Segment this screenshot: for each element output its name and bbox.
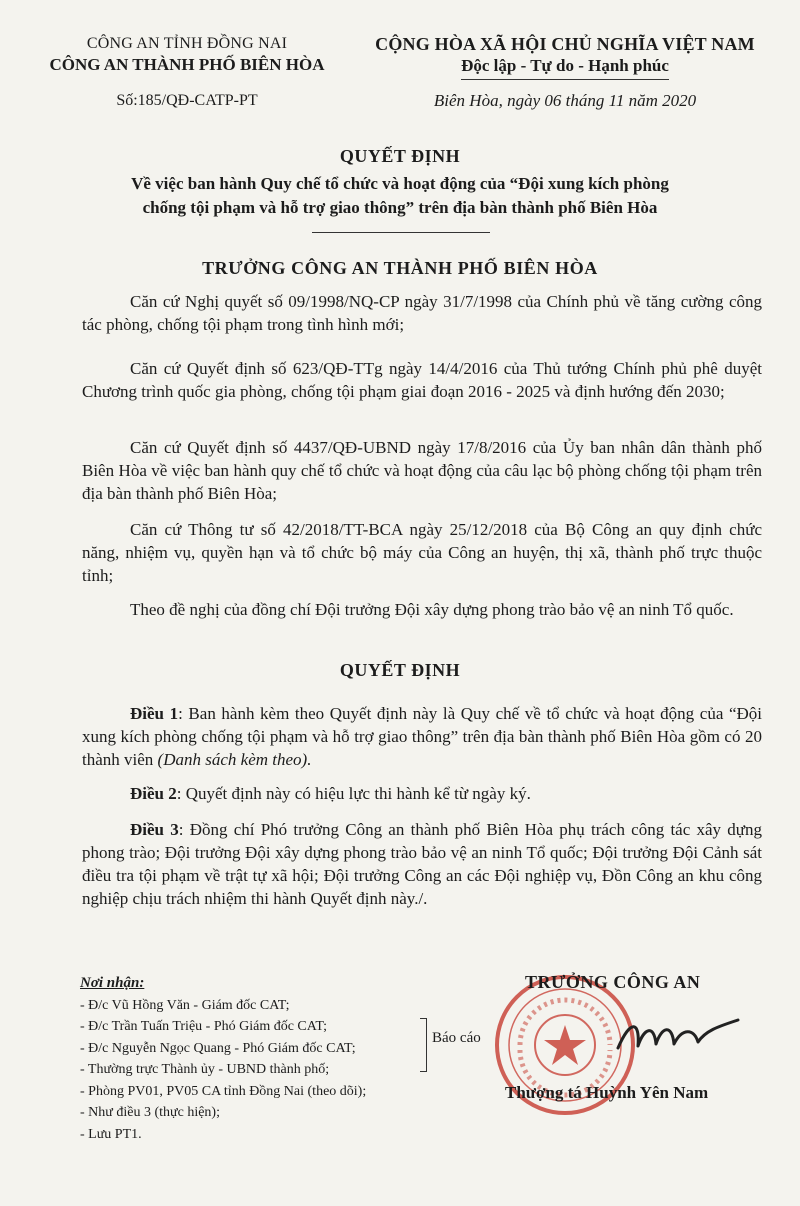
subject-underline — [312, 232, 490, 233]
signer-name: Thượng tá Huỳnh Yên Nam — [505, 1083, 709, 1102]
agency-header — [22, 34, 352, 112]
article-3-label: Điều 3 — [130, 820, 179, 839]
country-name: CỘNG HÒA XÃ HỘI CHỦ NGHĨA VIỆT NAM — [375, 34, 755, 54]
basis-paragraph-2: Căn cứ Quyết định số 623/QĐ-TTg ngày 14/4/2016 của Thủ tướng Chính phủ phê duyệt Chương trình quốc gia phòng, chống tội phạm giai đoạn 2016 - 2025 và định hướng đến 2030; — [82, 359, 762, 401]
basis-paragraph-3: Căn cứ Quyết định số 4437/QĐ-UBND ngày 17/8/2016 của Ủy ban nhân dân thành phố Biên Hòa về việc ban hành quy chế tổ chức và hoạt động của câu lạc bộ phòng chống tội phạm trên địa bàn thành phố Biên Hòa; — [82, 438, 762, 503]
agency-name: CÔNG AN THÀNH PHỐ BIÊN HÒA — [49, 55, 325, 74]
article-1 — [82, 702, 762, 771]
recipient-item: - Thường trực Thành ủy - UBND thành phố; — [80, 1062, 330, 1077]
issuer-heading: TRƯỞNG CÔNG AN THÀNH PHỐ BIÊN HÒA — [202, 258, 598, 278]
report-note: Báo cáo — [432, 1030, 481, 1046]
recipient-item: - Đ/c Nguyễn Ngọc Quang - Phó Giám đốc CAT; — [80, 1040, 356, 1056]
article-1-label: Điều 1 — [130, 704, 179, 723]
subject-line-1: Về việc ban hành Quy chế tổ chức và hoạt động của “Đội xung kích phòng — [131, 174, 669, 193]
recipient-item: - Đ/c Trần Tuấn Triệu - Phó Giám đốc CAT; — [80, 1019, 327, 1034]
document-number: Số:185/QĐ-CATP-PT — [116, 92, 258, 109]
article-1-attachment-note: (Danh sách kèm theo). — [157, 750, 312, 769]
recipient-item: - Đ/c Vũ Hồng Văn - Giám đốc CAT; — [80, 997, 290, 1013]
recipient-item: - Lưu PT1. — [80, 1126, 142, 1142]
recipient-item: - Phòng PV01, PV05 CA tỉnh Đồng Nai (theo dõi); — [80, 1083, 367, 1099]
article-3-text: : Đồng chí Phó trưởng Công an thành phố Biên Hòa phụ trách công tác xây dựng phong trào; Đội trưởng Đội xây dựng phong trào bảo vệ an ninh Tổ quốc; Đội trưởng Đội Cảnh sát điều tra tội phạm về trật tự xã hội; Đội trưởng Công an các Đội nghiệp vụ, Đồn Công an khu công nghiệp chịu trách nhiệm thi hành Quyết định này./. — [82, 820, 763, 908]
article-2-label: Điều 2 — [130, 784, 177, 803]
decision-heading: QUYẾT ĐỊNH — [339, 660, 461, 680]
basis-paragraph-1: Căn cứ Nghị quyết số 09/1998/NQ-CP ngày 31/7/1998 của Chính phủ về tăng cường công tác phòng, chống tội phạm trong tình hình mới; — [82, 292, 762, 334]
basis-paragraph-4: Căn cứ Thông tư số 42/2018/TT-BCA ngày 25/12/2018 của Bộ Công an quy định chức năng, nhiệm vụ, quyền hạn và tổ chức bộ máy của Công an huyện, thị xã, thành phố trực thuộc tỉnh; — [82, 520, 762, 585]
article-2-text: : Quyết định này có hiệu lực thi hành kể từ ngày ký. — [176, 784, 531, 803]
signature-title: TRƯỞNG CÔNG AN — [525, 972, 701, 992]
handwritten-signature — [610, 1010, 760, 1060]
document-subject — [60, 172, 740, 220]
agency-parent: CÔNG AN TỈNH ĐỒNG NAI — [86, 35, 288, 52]
article-1-text: : Ban hành kèm theo Quyết định này là Quy chế về tổ chức và hoạt động của “Đội xung kích phòng chống tội phạm và hỗ trợ giao thông” trên địa bàn thành phố Biên Hòa gồm có 20 thành viên — [82, 704, 763, 769]
recipients-brace — [420, 1018, 427, 1072]
recipients-heading: Nơi nhận: — [80, 975, 145, 991]
basis-paragraph-5: Theo đề nghị của đồng chí Đội trưởng Đội xây dựng phong trào bảo vệ an ninh Tổ quốc. — [130, 600, 734, 619]
document-title: QUYẾT ĐỊNH — [339, 146, 461, 166]
subject-line-2: chống tội phạm và hỗ trợ giao thông” trên địa bàn thành phố Biên Hòa — [142, 198, 658, 217]
place-date: Biên Hòa, ngày 06 tháng 11 năm 2020 — [433, 91, 697, 110]
article-2 — [82, 782, 762, 805]
national-motto: Độc lập - Tự do - Hạnh phúc — [461, 54, 669, 80]
article-3 — [82, 818, 762, 910]
national-header — [345, 34, 785, 112]
recipient-item: - Như điều 3 (thực hiện); — [80, 1105, 220, 1120]
